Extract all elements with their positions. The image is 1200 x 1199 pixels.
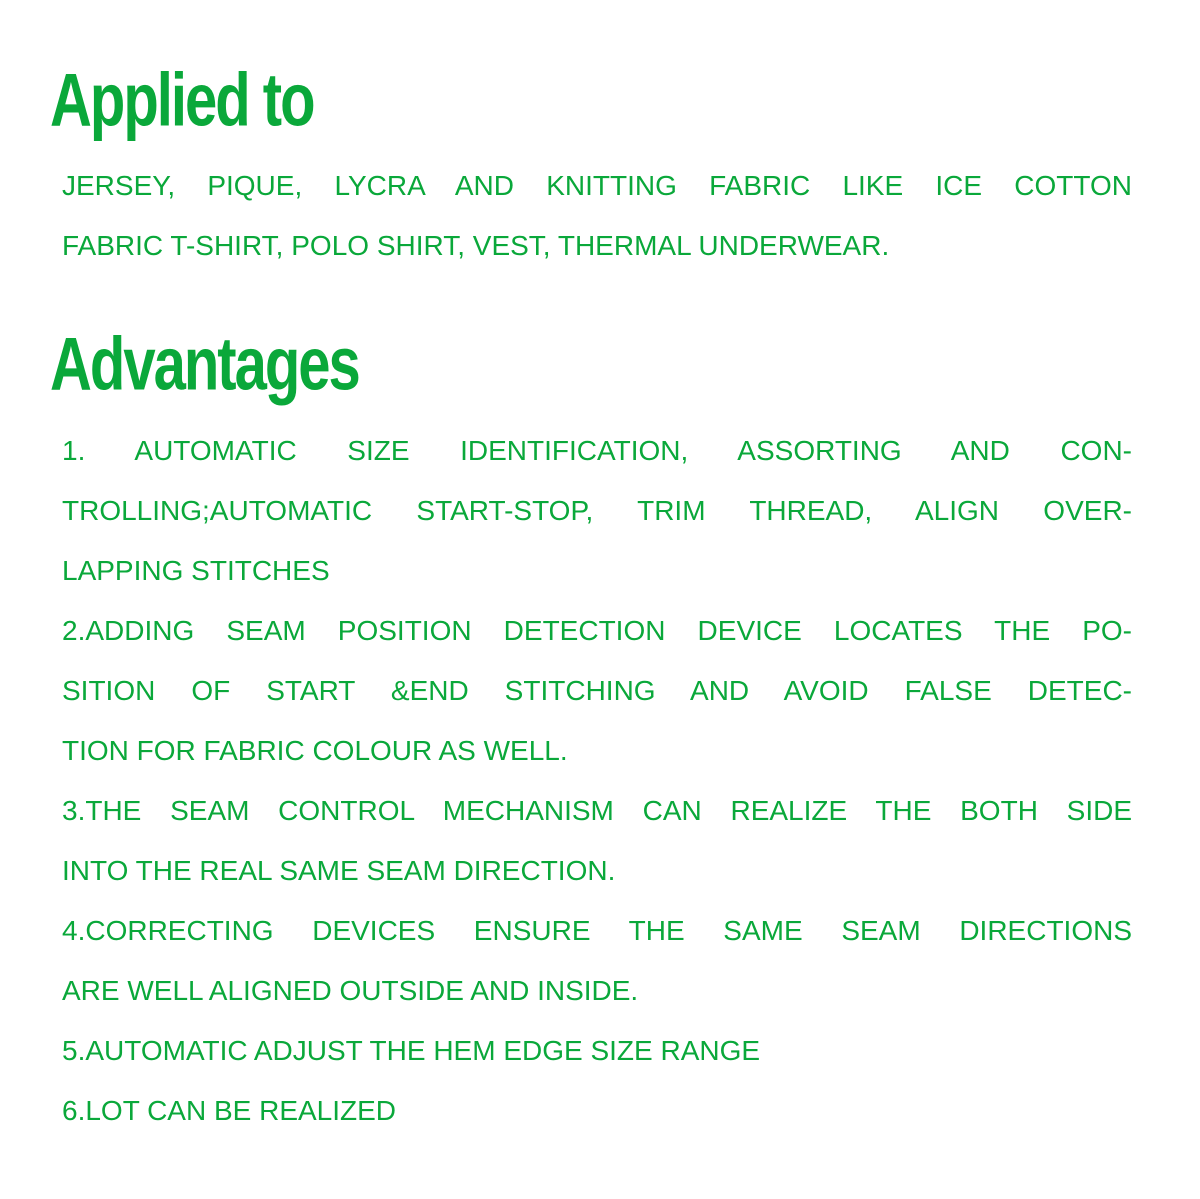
advantage-line: TION FOR FABRIC COLOUR AS WELL. (62, 735, 568, 766)
advantage-line: 6.LOT CAN BE REALIZED (62, 1095, 397, 1126)
applied-to-line: JERSEY, PIQUE, LYCRA AND KNITTING FABRIC LIKE ICE COTTON (62, 170, 1132, 201)
advantage-line: 3.THE SEAM CONTROL MECHANISM CAN REALIZE THE BOTH SIDE (62, 795, 1132, 826)
advantage-line: INTO THE REAL SAME SEAM DIRECTION. (62, 855, 616, 886)
advantage-line: ARE WELL ALIGNED OUTSIDE AND INSIDE. (62, 975, 639, 1006)
advantages-heading: Advantages (50, 321, 359, 407)
advantage-line: SITION OF START &END STITCHING AND AVOID FALSE DETEC- (62, 675, 1132, 706)
applied-to-line: FABRIC T-SHIRT, POLO SHIRT, VEST, THERMAL UNDERWEAR. (62, 230, 890, 261)
advantage-line: 1. AUTOMATIC SIZE IDENTIFICATION, ASSORTING AND CON- (62, 435, 1132, 466)
advantage-line: 4.CORRECTING DEVICES ENSURE THE SAME SEAM DIRECTIONS (62, 915, 1132, 946)
advantage-line: 2.ADDING SEAM POSITION DETECTION DEVICE LOCATES THE PO- (62, 615, 1132, 646)
advantage-line: 5.AUTOMATIC ADJUST THE HEM EDGE SIZE RANGE (62, 1035, 761, 1066)
advantage-line: TROLLING;AUTOMATIC START-STOP, TRIM THREAD, ALIGN OVER- (62, 495, 1132, 526)
applied-to-heading: Applied to (50, 57, 314, 143)
advantage-line: LAPPING STITCHES (62, 555, 330, 586)
